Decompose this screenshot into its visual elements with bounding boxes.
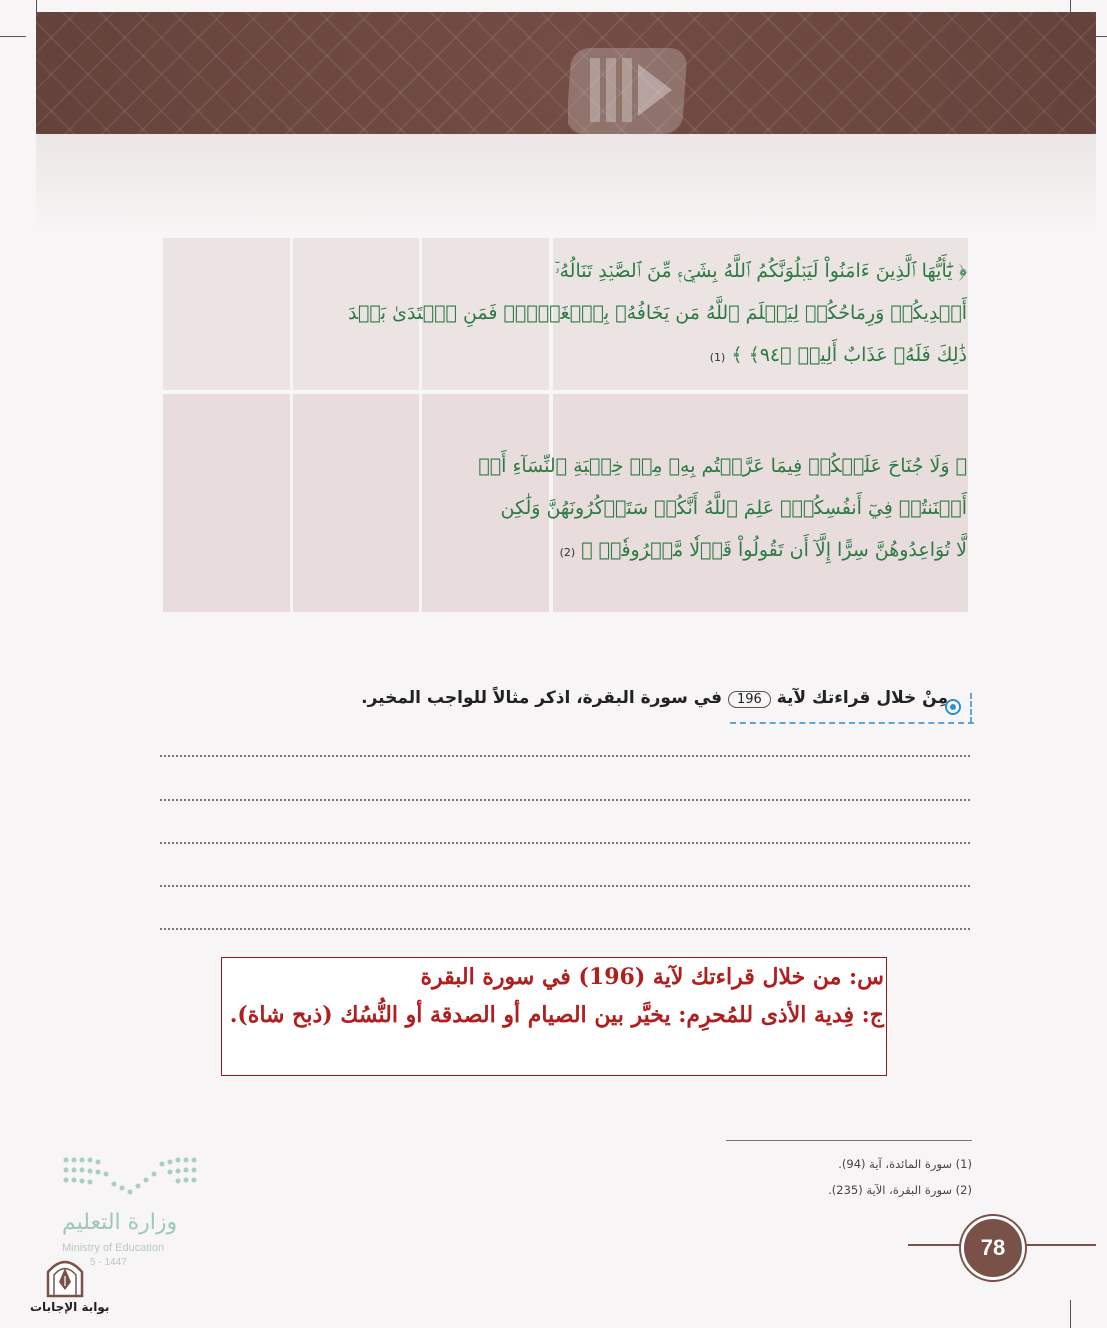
answer-box bbox=[221, 957, 887, 1076]
page-background bbox=[36, 134, 1096, 234]
footnote-ref: (2) bbox=[559, 546, 576, 559]
ministry-logo-icon bbox=[62, 1154, 198, 1198]
footnote-divider bbox=[726, 1140, 972, 1141]
crop-mark bbox=[1070, 1300, 1071, 1328]
page-number-line bbox=[908, 1244, 961, 1246]
verse-1 bbox=[348, 250, 967, 379]
footnote-ref: (1) bbox=[709, 351, 726, 364]
answer-question: س: من خلال قراءتك لآية (196) في سورة البقرة bbox=[420, 964, 884, 990]
verse-2 bbox=[478, 445, 967, 574]
verse-line: ذَٰلِكَ فَلَهُۥ عَذَابٌ أَلِيمٞ ﴿٩٤﴾ ﴾ (1) bbox=[709, 344, 967, 366]
ministry-name-ar: وزارة التعليم bbox=[62, 1210, 178, 1235]
table-cell bbox=[163, 394, 290, 612]
answer-line[interactable] bbox=[160, 885, 970, 887]
verse-number-badge: 196 bbox=[728, 691, 771, 708]
lesson-logo-icon bbox=[568, 44, 692, 138]
question-underline bbox=[730, 722, 974, 724]
footnote-1: (1) سورة المائدة، آية (94). bbox=[838, 1157, 972, 1171]
ministry-name-en: Ministry of Education bbox=[62, 1242, 165, 1254]
footnote-2: (2) سورة البقرة، الآية (235). bbox=[828, 1183, 972, 1197]
verse-line: أَكۡنَنتُمۡ فِيٓ أَنفُسِكُمۡۚ عَلِمَ ٱللَّهُ أَنَّكُمۡ سَتَذۡكُرُونَهُنَّ وَلَٰكِن bbox=[500, 497, 967, 519]
verse-line: لَّا تُوَاعِدُوهُنَّ سِرًّا إِلَّآ أَن تَقُولُواْ قَوۡلٗا مَّعۡرُوفٗاۚ ﴾ (2) bbox=[559, 539, 967, 561]
table-cell bbox=[293, 394, 419, 612]
verse-line: ﴿ يَٰٓأَيُّهَا ٱلَّذِينَ ءَامَنُواْ لَيَبۡلُوَنَّكُمُ ٱللَّهُ بِشَيۡءٖ مِّنَ ٱلصَّيۡدِ تَنَالُهُۥٓ bbox=[554, 260, 967, 282]
answer-line[interactable] bbox=[160, 755, 970, 757]
answer-line[interactable] bbox=[160, 842, 970, 844]
ministry-year: 5 - 1447 bbox=[90, 1257, 127, 1268]
verse-line: ﴿ وَلَا جُنَاحَ عَلَيۡكُمۡ فِيمَا عَرَّضۡتُم بِهِۦ مِنۡ خِطۡبَةِ ٱلنِّسَآءِ أَوۡ bbox=[478, 455, 967, 477]
answer-line[interactable] bbox=[160, 799, 970, 801]
answer-line[interactable] bbox=[160, 928, 970, 930]
site-name: بوابة الإجابات bbox=[30, 1300, 110, 1314]
header-banner bbox=[36, 12, 1096, 134]
page-number: 78 bbox=[961, 1216, 1025, 1280]
question-text: مِنْ خلال قراءتك لآية 196 في سورة البقرة، اذكر مثالاً للواجب المخير. bbox=[361, 688, 948, 708]
page-number-line bbox=[1023, 1244, 1096, 1246]
table-cell bbox=[163, 238, 290, 390]
crop-mark bbox=[0, 36, 26, 37]
verse-line: أَيۡدِيكُمۡ وَرِمَاحُكُمۡ لِيَعۡلَمَ ٱللَّهُ مَن يَخَافُهُۥ بِٱلۡغَيۡبِۚ فَمَنِ ٱعۡتَدَىٰ بَعۡدَ bbox=[348, 302, 967, 324]
answer-text bbox=[224, 958, 886, 1034]
answer-body: ج: فِدية الأذى للمُحرِم: يخيَّر بين الصيام أو الصدقة أو النُّسُك (ذبح شاة). bbox=[229, 1002, 884, 1028]
pen-nib-logo-icon bbox=[44, 1256, 86, 1298]
